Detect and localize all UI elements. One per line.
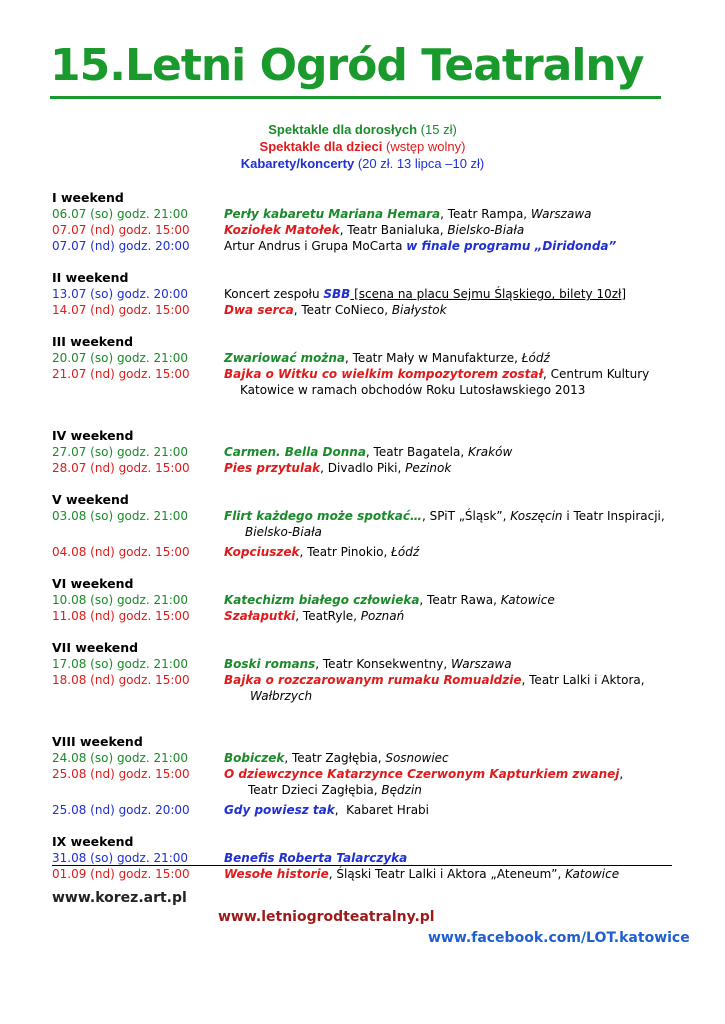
event-city: Łódź <box>391 545 420 559</box>
event-date: 10.08 (so) godz. 21:00 <box>52 593 189 607</box>
event-title: Bajka o rozczarowanym rumaku Romualdzie <box>224 673 522 687</box>
event-date: 06.07 (so) godz. 21:00 <box>52 207 189 221</box>
event-desc <box>224 222 692 238</box>
event-venue: , <box>619 767 624 781</box>
event-row <box>52 350 692 366</box>
legend-children-price: (wstęp wolny) <box>386 139 466 154</box>
event-city: Sosnowiec <box>385 751 449 765</box>
event-performer: Koncert zespołu <box>224 287 324 301</box>
event-venue: , Teatr Pinokio, <box>299 545 392 559</box>
event-desc <box>224 238 692 254</box>
event-row <box>52 850 692 866</box>
weekend-heading: IX weekend <box>52 834 134 849</box>
event-row <box>52 766 692 782</box>
weekend-heading: IV weekend <box>52 428 134 443</box>
event-venue: , Śląski Teatr Lalki i Aktora „Ateneum”, <box>328 867 566 881</box>
legend-adults <box>0 122 725 137</box>
event-continuation <box>52 782 692 798</box>
event-row <box>52 206 692 222</box>
event-city: Warszawa <box>530 207 592 221</box>
event-desc <box>224 286 692 302</box>
event-desc <box>224 508 692 524</box>
event-title: Flirt każdego może spotkać… <box>224 509 423 523</box>
page-title: 15.Letni Ogród Teatralny <box>50 40 644 91</box>
event-city: Katowice <box>565 867 620 881</box>
event-venue: , Divadlo Piki, <box>320 461 406 475</box>
event-date: 25.08 (nd) godz. 20:00 <box>52 803 190 817</box>
event-date: 24.08 (so) godz. 21:00 <box>52 751 189 765</box>
event-venue: , Teatr Lalki i Aktora, <box>521 673 645 687</box>
event-city: Bielsko-Biała <box>447 223 525 237</box>
schedule <box>52 190 692 882</box>
event-row <box>52 608 692 624</box>
weekend-heading: V weekend <box>52 492 129 507</box>
event-performer: Artur Andrus i Grupa MoCarta <box>224 239 407 253</box>
event-city: Kraków <box>468 445 513 459</box>
event-row <box>52 238 692 254</box>
event-row <box>52 866 692 882</box>
event-row <box>52 302 692 318</box>
event-date: 07.07 (nd) godz. 20:00 <box>52 239 190 253</box>
event-city: Pezinok <box>405 461 452 475</box>
korez-link[interactable]: www.korez.art.pl <box>52 890 187 906</box>
event-title: Zwariować można <box>224 351 346 365</box>
event-desc <box>224 866 692 882</box>
event-title: Carmen. Bella Donna <box>224 445 366 459</box>
event-row <box>52 508 692 524</box>
weekend-heading: II weekend <box>52 270 129 285</box>
event-date: 28.07 (nd) godz. 15:00 <box>52 461 190 475</box>
event-date: 04.08 (nd) godz. 15:00 <box>52 545 190 559</box>
festival-link[interactable]: www.letniogrodteatralny.pl <box>218 909 435 925</box>
legend-cabaret-price: (20 zł. 13 lipca –10 zł) <box>357 156 485 171</box>
event-desc <box>224 444 692 460</box>
event-venue: , Teatr Banialuka, <box>339 223 448 237</box>
event-row <box>52 366 692 382</box>
event-date: 03.08 (so) godz. 21:00 <box>52 509 189 523</box>
event-date: 17.08 (so) godz. 21:00 <box>52 657 189 671</box>
event-date: 01.09 (nd) godz. 15:00 <box>52 867 190 881</box>
event-venue: , SPiT „Śląsk”, <box>422 509 511 523</box>
event-venue: , Teatr Zagłębia, <box>284 751 386 765</box>
event-title: Szałaputki <box>224 609 296 623</box>
event-desc <box>224 366 692 382</box>
event-title: Kopciuszek <box>224 545 300 559</box>
event-desc <box>224 592 692 608</box>
event-row <box>52 286 692 302</box>
event-city: Białystok <box>391 303 447 317</box>
event-city: Warszawa <box>451 657 512 671</box>
event-date: 21.07 (nd) godz. 15:00 <box>52 367 190 381</box>
event-title: w finale programu „Diridonda” <box>406 239 617 253</box>
event-title: Koziołek Matołek <box>224 223 340 237</box>
event-title: Gdy powiesz tak <box>224 803 335 817</box>
event-note: [scena na placu Sejmu Śląskiego, bilety 10zł] <box>350 287 627 301</box>
event-title: O dziewczynce Katarzynce Czerwonym Kapturkiem zwanej <box>224 767 620 781</box>
event-desc <box>224 302 692 318</box>
event-venue-2: i Teatr Inspiracji, <box>562 509 665 523</box>
footer-divider <box>52 865 672 866</box>
weekend-heading: III weekend <box>52 334 134 349</box>
legend-cabaret-label: Kabarety/koncerty <box>240 156 355 171</box>
event-date: 11.08 (nd) godz. 15:00 <box>52 609 190 623</box>
event-venue: Teatr Dzieci Zagłębia, <box>248 783 382 797</box>
event-desc <box>224 850 692 866</box>
event-desc <box>224 206 692 222</box>
event-title: Bobiczek <box>224 751 285 765</box>
event-city: Łódź <box>521 351 550 365</box>
event-continuation: Katowice w ramach obchodów Roku Lutosławskiego 2013 <box>240 383 586 397</box>
event-venue: , Teatr Rampa, <box>440 207 531 221</box>
event-row <box>52 444 692 460</box>
event-desc <box>224 672 692 688</box>
legend-children <box>0 139 725 154</box>
event-date: 14.07 (nd) godz. 15:00 <box>52 303 190 317</box>
weekend-heading: VII weekend <box>52 640 139 655</box>
event-venue: , Teatr Bagatela, <box>365 445 468 459</box>
event-title: Boski romans <box>224 657 316 671</box>
event-continuation: Wałbrzych <box>250 689 313 703</box>
event-row <box>52 592 692 608</box>
title-underline <box>50 96 661 99</box>
event-desc <box>224 766 692 782</box>
event-city: Koszęcin <box>510 509 563 523</box>
legend-adults-price: (15 zł) <box>420 122 457 137</box>
event-title: Dwa serca <box>224 303 294 317</box>
event-venue: , TeatRyle, <box>295 609 361 623</box>
event-title: SBB <box>323 287 351 301</box>
event-desc <box>224 460 692 476</box>
event-title: Perły kabaretu Mariana Hemara <box>224 207 441 221</box>
event-row <box>52 750 692 766</box>
event-desc <box>224 802 692 818</box>
event-venue: , Teatr Mały w Manufakturze, <box>345 351 522 365</box>
event-row <box>52 672 692 688</box>
event-venue: , Centrum Kultury <box>542 367 650 381</box>
event-venue: , Kabaret Hrabi <box>334 803 429 817</box>
weekend-heading: I weekend <box>52 190 124 205</box>
legend-adults-label: Spektakle dla dorosłych <box>268 122 418 137</box>
event-city: Będzin <box>381 783 422 797</box>
event-title: Pies przytulak <box>224 461 321 475</box>
event-title: Katechizm białego człowieka <box>224 593 420 607</box>
event-row <box>52 222 692 238</box>
event-desc <box>224 608 692 624</box>
event-row <box>52 460 692 476</box>
facebook-link[interactable]: www.facebook.com/LOT.katowice <box>428 930 690 946</box>
event-desc <box>224 656 692 672</box>
event-date: 18.08 (nd) godz. 15:00 <box>52 673 190 687</box>
event-city: Poznań <box>360 609 405 623</box>
event-date: 27.07 (so) godz. 21:00 <box>52 445 189 459</box>
event-row <box>52 656 692 672</box>
event-desc <box>224 350 692 366</box>
event-date: 20.07 (so) godz. 21:00 <box>52 351 189 365</box>
event-title: Bajka o Witku co wielkim kompozytorem został <box>224 367 543 381</box>
event-date: 31.08 (so) godz. 21:00 <box>52 851 189 865</box>
event-date: 07.07 (nd) godz. 15:00 <box>52 223 190 237</box>
event-venue: , Teatr CoNieco, <box>293 303 392 317</box>
event-row <box>52 802 692 818</box>
weekend-heading: VIII weekend <box>52 734 143 749</box>
event-desc <box>224 544 692 560</box>
event-row <box>52 544 692 560</box>
weekend-heading: VI weekend <box>52 576 134 591</box>
event-title: Benefis Roberta Talarczyka <box>224 851 408 865</box>
event-venue: , Teatr Rawa, <box>419 593 501 607</box>
event-desc <box>224 750 692 766</box>
event-date: 25.08 (nd) godz. 15:00 <box>52 767 190 781</box>
event-date: 13.07 (so) godz. 20:00 <box>52 287 189 301</box>
event-venue: , Teatr Konsekwentny, <box>315 657 452 671</box>
event-continuation: Bielsko-Biała <box>245 525 322 539</box>
event-city: Katowice <box>500 593 555 607</box>
event-title: Wesołe historie <box>224 867 329 881</box>
legend-cabaret <box>0 156 725 171</box>
legend-children-label: Spektakle dla dzieci <box>259 139 383 154</box>
